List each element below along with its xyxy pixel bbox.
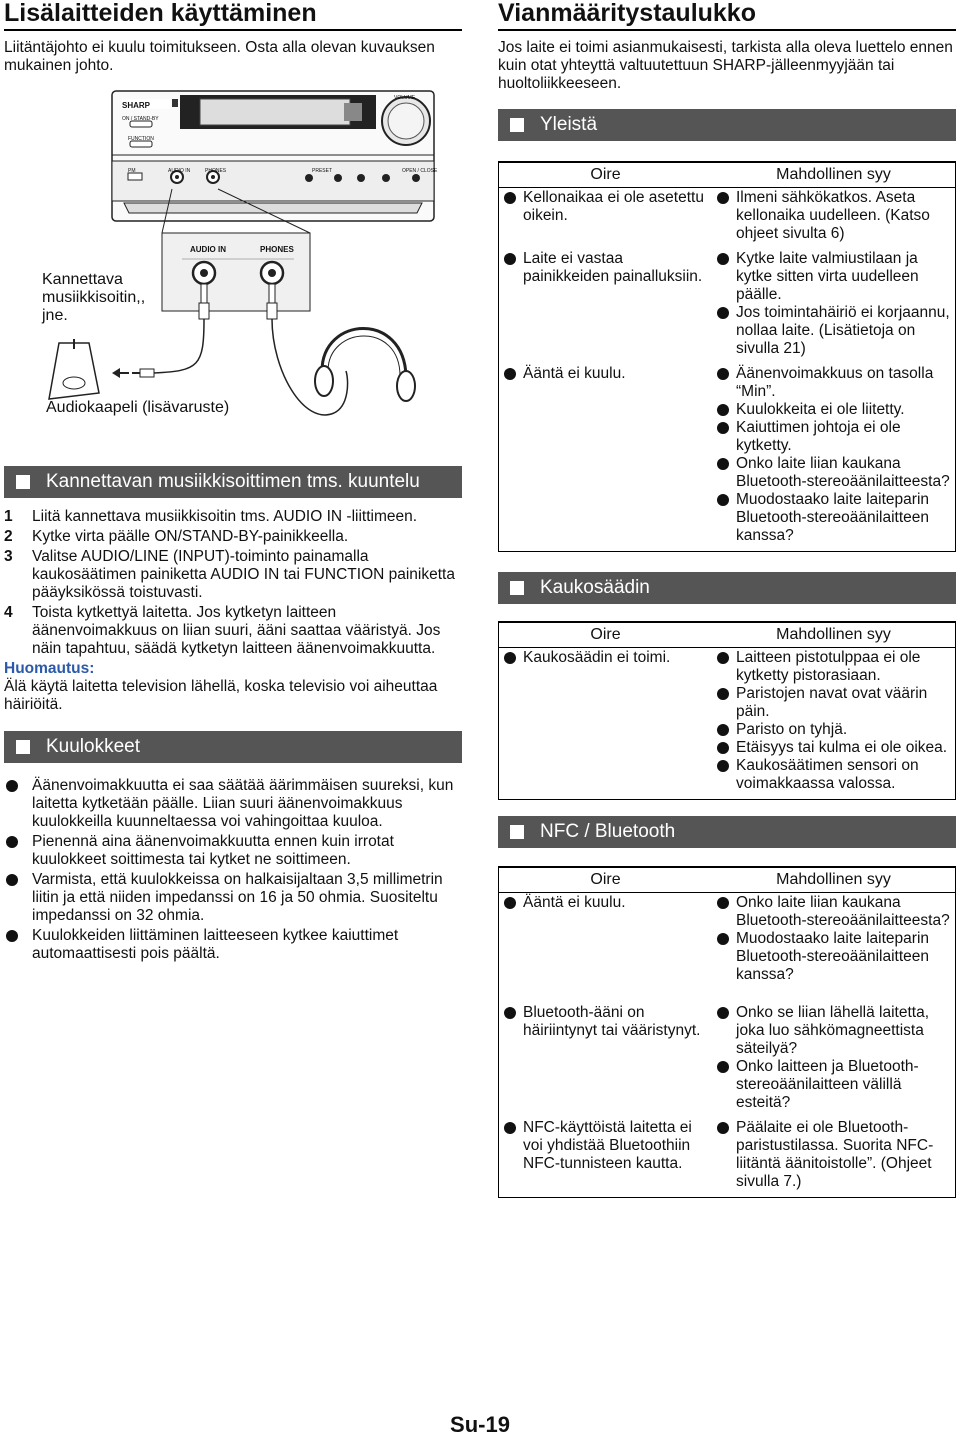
table-row bbox=[499, 249, 956, 364]
bullet-dot-icon bbox=[717, 933, 729, 945]
table-row bbox=[499, 364, 956, 552]
bullet-dot-icon bbox=[717, 1122, 729, 1134]
bullet-dot-icon bbox=[717, 192, 729, 204]
section-header-remote bbox=[498, 572, 956, 604]
cause-text: Ilmeni sähkökatkos. Aseta kellonaika uudelleen. (Katso ohjeet sivulta 6) bbox=[736, 189, 930, 242]
step-number: 4 bbox=[4, 604, 13, 621]
table-header-row bbox=[499, 867, 956, 893]
bullet-dot-icon bbox=[717, 494, 729, 506]
bullet-dot-icon bbox=[6, 836, 18, 848]
portable-player-label: Kannettava musiikkisoitin,, jne. bbox=[42, 271, 146, 324]
col-problem-header: Oire bbox=[590, 871, 621, 888]
section-header-title: Yleistä bbox=[540, 114, 598, 135]
square-bullet-icon bbox=[510, 581, 524, 595]
problem-item bbox=[503, 1119, 708, 1173]
bullet-dot-icon bbox=[717, 253, 729, 265]
table-row bbox=[499, 1118, 956, 1198]
bullet-dot-icon bbox=[504, 652, 516, 664]
bullet-dot-icon bbox=[717, 1061, 729, 1073]
cause-item bbox=[716, 757, 951, 793]
bullet-dot-icon bbox=[504, 192, 516, 204]
troubleshoot-table-general bbox=[498, 161, 956, 552]
problem-item bbox=[503, 894, 708, 912]
cause-item bbox=[716, 365, 951, 401]
page-number: Su-19 bbox=[450, 1412, 510, 1437]
cause-item bbox=[716, 401, 951, 419]
list-item bbox=[4, 871, 462, 925]
phones-small-label: PHONES bbox=[205, 168, 227, 174]
problem-text: Ääntä ei kuulu. bbox=[523, 894, 626, 911]
table-header-row bbox=[499, 162, 956, 188]
list-item bbox=[4, 833, 462, 869]
problem-item bbox=[503, 250, 708, 286]
section-header-title: Kuulokkeet bbox=[46, 736, 141, 757]
problem-item bbox=[503, 1004, 708, 1040]
bullet-dot-icon bbox=[717, 742, 729, 754]
cause-text: Muodostaako laite laiteparin Bluetooth-stereoäänilaitteen kanssa? bbox=[736, 491, 930, 544]
bullet-text: Varmista, että kuulokkeissa on halkaisijaltaan 3,5 millimetrin liitin ja että niiden impedanssi on 16 ja 50 ohmia. Suositeltu impedanssi on 32 ohmia. bbox=[32, 871, 443, 924]
cause-text: Onko se liian lähellä laitetta, joka luo sähkömagneettista säteilyä? bbox=[736, 1004, 930, 1057]
problem-text: Laite ei vastaa painikkeiden painalluksiin. bbox=[523, 250, 703, 285]
standby-label: ON / STAND-BY bbox=[122, 116, 159, 122]
step-text: Valitse AUDIO/LINE (INPUT)-toiminto painamalla kaukosäätimen painiketta AUDIO IN tai FUNCTION painiketta pääyksikössä toistuvasti. bbox=[32, 548, 455, 601]
section-header-title: NFC / Bluetooth bbox=[540, 821, 676, 842]
cause-text: Kaukosäätimen sensori on voimakkaassa valossa. bbox=[736, 757, 919, 792]
bullet-dot-icon bbox=[504, 1122, 516, 1134]
step-text: Toista kytkettyä laitetta. Jos kytketyn laitteen äänenvoimakkuus on liian suuri, ääni saattaa vääristyä. Jos näin tapahtuu, säädä kytketyn laitteen äänenvoimakkuutta. bbox=[32, 604, 441, 657]
list-item bbox=[4, 927, 462, 963]
bullet-dot-icon bbox=[717, 458, 729, 470]
phones-jack-label: PHONES bbox=[260, 245, 294, 254]
cause-item bbox=[716, 649, 951, 685]
cause-item bbox=[716, 1004, 951, 1058]
cause-text: Jos toimintahäiriö ei korjaannu, nollaa laite. (Lisätietoja on sivulla 21) bbox=[736, 304, 950, 357]
list-item bbox=[4, 777, 462, 831]
bullet-dot-icon bbox=[6, 780, 18, 792]
cause-text: Muodostaako laite laiteparin Bluetooth-stereoäänilaitteen kanssa? bbox=[736, 930, 930, 983]
bullet-text: Äänenvoimakkuutta ei saa säätää äärimmäisen suureksi, kun laitetta kytketään päälle. Liian suuri äänenvoimakkuus kuulokkeilla kuunneltaessa voi vahingoittaa kuuloa. bbox=[32, 777, 454, 830]
table-row bbox=[499, 893, 956, 991]
bullet-dot-icon bbox=[717, 307, 729, 319]
bullet-text: Pienennä aina äänenvoimakkuutta ennen kuin irrotat kuulokkeet soittimesta tai kytket ne soittimeen. bbox=[32, 833, 394, 868]
troubleshooting-intro: Jos laite ei toimi asianmukaisesti, tarkista alla oleva luettelo ennen kuin otat yhteyttä valtuutettuun SHARP-jälleenmyyjään tai huoltoliikkeeseen. bbox=[498, 39, 953, 92]
cause-item bbox=[716, 419, 951, 455]
cause-item bbox=[716, 894, 951, 930]
step-item bbox=[4, 548, 462, 602]
square-bullet-icon bbox=[16, 740, 30, 754]
step-number: 2 bbox=[4, 528, 13, 545]
bullet-dot-icon bbox=[717, 724, 729, 736]
bullet-text: Kuulokkeiden liittäminen laitteeseen kytkee kaiuttimet automaattisesti pois päältä. bbox=[32, 927, 399, 962]
cause-item bbox=[716, 250, 951, 304]
bullet-dot-icon bbox=[504, 253, 516, 265]
problem-item bbox=[503, 189, 708, 225]
section-title-accessories: Lisälaitteiden käyttäminen bbox=[4, 0, 462, 31]
cause-text: Onko laite liian kaukana Bluetooth-stereoäänilaitteesta? bbox=[736, 894, 950, 929]
problem-item bbox=[503, 365, 708, 383]
table-row bbox=[499, 188, 956, 250]
table-header-row bbox=[499, 622, 956, 648]
bullet-dot-icon bbox=[717, 404, 729, 416]
bullet-dot-icon bbox=[717, 368, 729, 380]
step-number: 3 bbox=[4, 548, 13, 565]
square-bullet-icon bbox=[510, 825, 524, 839]
problem-text: Kaukosäädin ei toimi. bbox=[523, 649, 671, 666]
cause-text: Kytke laite valmiustilaan ja kytke sitten virta uudelleen päälle. bbox=[736, 250, 919, 303]
troubleshoot-table-remote bbox=[498, 621, 956, 800]
section-header-title: Kannettavan musiikkisoittimen tms. kuuntelu bbox=[46, 471, 420, 492]
troubleshoot-table-bluetooth bbox=[498, 866, 956, 1198]
bullet-dot-icon bbox=[717, 760, 729, 772]
audio-in-small-label: AUDIO IN bbox=[168, 168, 191, 174]
pm-label: PM bbox=[128, 168, 136, 174]
cause-item bbox=[716, 1119, 951, 1191]
col-problem-header: Oire bbox=[590, 626, 621, 643]
brand-logo: SHARP bbox=[122, 101, 151, 110]
bullet-dot-icon bbox=[717, 897, 729, 909]
square-bullet-icon bbox=[16, 475, 30, 489]
connection-figure bbox=[4, 81, 462, 466]
cause-text: Äänenvoimakkuus on tasolla “Min”. bbox=[736, 365, 934, 400]
problem-text: Ääntä ei kuulu. bbox=[523, 365, 626, 382]
section-header-headphones bbox=[4, 731, 462, 763]
open-close-label: OPEN / CLOSE bbox=[402, 168, 438, 174]
audio-cable-label: Audiokaapeli (lisävaruste) bbox=[46, 399, 230, 416]
cause-item bbox=[716, 739, 951, 757]
problem-text: NFC-käyttöistä laitetta ei voi yhdistää Bluetoothiin NFC-tunnisteen kautta. bbox=[523, 1119, 692, 1172]
bullet-dot-icon bbox=[717, 422, 729, 434]
cause-text: Päälaite ei ole Bluetooth-paristustilassa. Suorita NFC-liitäntä äänitoistolle”. (Ohjeet sivulla 7.) bbox=[736, 1119, 934, 1190]
cause-text: Laitteen pistotulppaa ei ole kytketty pistorasiaan. bbox=[736, 649, 921, 684]
function-label: FUNCTION bbox=[128, 136, 154, 142]
accessories-intro: Liitäntäjohto ei kuulu toimitukseen. Osta alla olevan kuvauksen mukainen johto. bbox=[4, 39, 435, 74]
col-cause-header: Mahdollinen syy bbox=[776, 871, 891, 888]
cause-text: Etäisyys tai kulma ei ole oikea. bbox=[736, 739, 948, 756]
cause-text: Paristo on tyhjä. bbox=[736, 721, 848, 738]
preset-label: PRESET bbox=[312, 168, 333, 174]
cause-text: Onko laitteen ja Bluetooth-stereoäänilaitteen välillä esteitä? bbox=[736, 1058, 919, 1111]
square-bullet-icon bbox=[510, 118, 524, 132]
cause-item bbox=[716, 304, 951, 358]
cause-item bbox=[716, 685, 951, 721]
cause-text: Paristojen navat ovat väärin päin. bbox=[736, 685, 928, 720]
cause-item bbox=[716, 189, 951, 243]
right-column bbox=[498, 0, 956, 1198]
cause-item bbox=[716, 455, 951, 491]
problem-text: Kellonaikaa ei ole asetettu oikein. bbox=[523, 189, 704, 224]
audio-in-jack-label: AUDIO IN bbox=[190, 245, 226, 254]
table-row bbox=[499, 990, 956, 1118]
problem-text: Bluetooth-ääni on häiriintynyt tai vääristynyt. bbox=[523, 1004, 701, 1039]
step-item bbox=[4, 508, 462, 526]
note-text: Älä käytä laitetta television lähellä, koska televisio voi aiheuttaa häiriöitä. bbox=[4, 678, 438, 713]
cause-item bbox=[716, 491, 951, 545]
table-row bbox=[499, 648, 956, 800]
cause-text: Onko laite liian kaukana Bluetooth-stereoäänilaitteesta? bbox=[736, 455, 950, 490]
cause-item bbox=[716, 721, 951, 739]
section-title-troubleshooting: Vianmääritystaulukko bbox=[498, 0, 956, 31]
cause-item bbox=[716, 930, 951, 984]
col-problem-header: Oire bbox=[590, 166, 621, 183]
portable-steps bbox=[4, 508, 462, 658]
bullet-dot-icon bbox=[717, 1007, 729, 1019]
cause-text: Kaiuttimen johtoja ei ole kytketty. bbox=[736, 419, 901, 454]
cause-item bbox=[716, 1058, 951, 1112]
bullet-dot-icon bbox=[504, 1007, 516, 1019]
step-text: Kytke virta päälle ON/STAND-BY-painikkeella. bbox=[32, 528, 349, 545]
bullet-dot-icon bbox=[504, 897, 516, 909]
col-cause-header: Mahdollinen syy bbox=[776, 166, 891, 183]
problem-item bbox=[503, 649, 708, 667]
bullet-dot-icon bbox=[6, 874, 18, 886]
section-header-portable bbox=[4, 466, 462, 498]
bullet-dot-icon bbox=[717, 652, 729, 664]
volume-label: VOLUME bbox=[394, 95, 416, 101]
bullet-dot-icon bbox=[717, 688, 729, 700]
section-header-title: Kaukosäädin bbox=[540, 577, 650, 598]
step-item bbox=[4, 604, 462, 658]
step-text: Liitä kannettava musiikkisoitin tms. AUDIO IN -liittimeen. bbox=[32, 508, 418, 525]
cause-text: Kuulokkeita ei ole liitetty. bbox=[736, 401, 905, 418]
note-title: Huomautus: bbox=[4, 660, 95, 677]
section-header-general bbox=[498, 109, 956, 141]
col-cause-header: Mahdollinen syy bbox=[776, 626, 891, 643]
bullet-dot-icon bbox=[504, 368, 516, 380]
bullet-dot-icon bbox=[6, 930, 18, 942]
section-header-nfc-bluetooth bbox=[498, 816, 956, 848]
step-item bbox=[4, 528, 462, 546]
step-number: 1 bbox=[4, 508, 13, 525]
left-column bbox=[4, 0, 462, 965]
headphone-bullets bbox=[4, 777, 462, 963]
